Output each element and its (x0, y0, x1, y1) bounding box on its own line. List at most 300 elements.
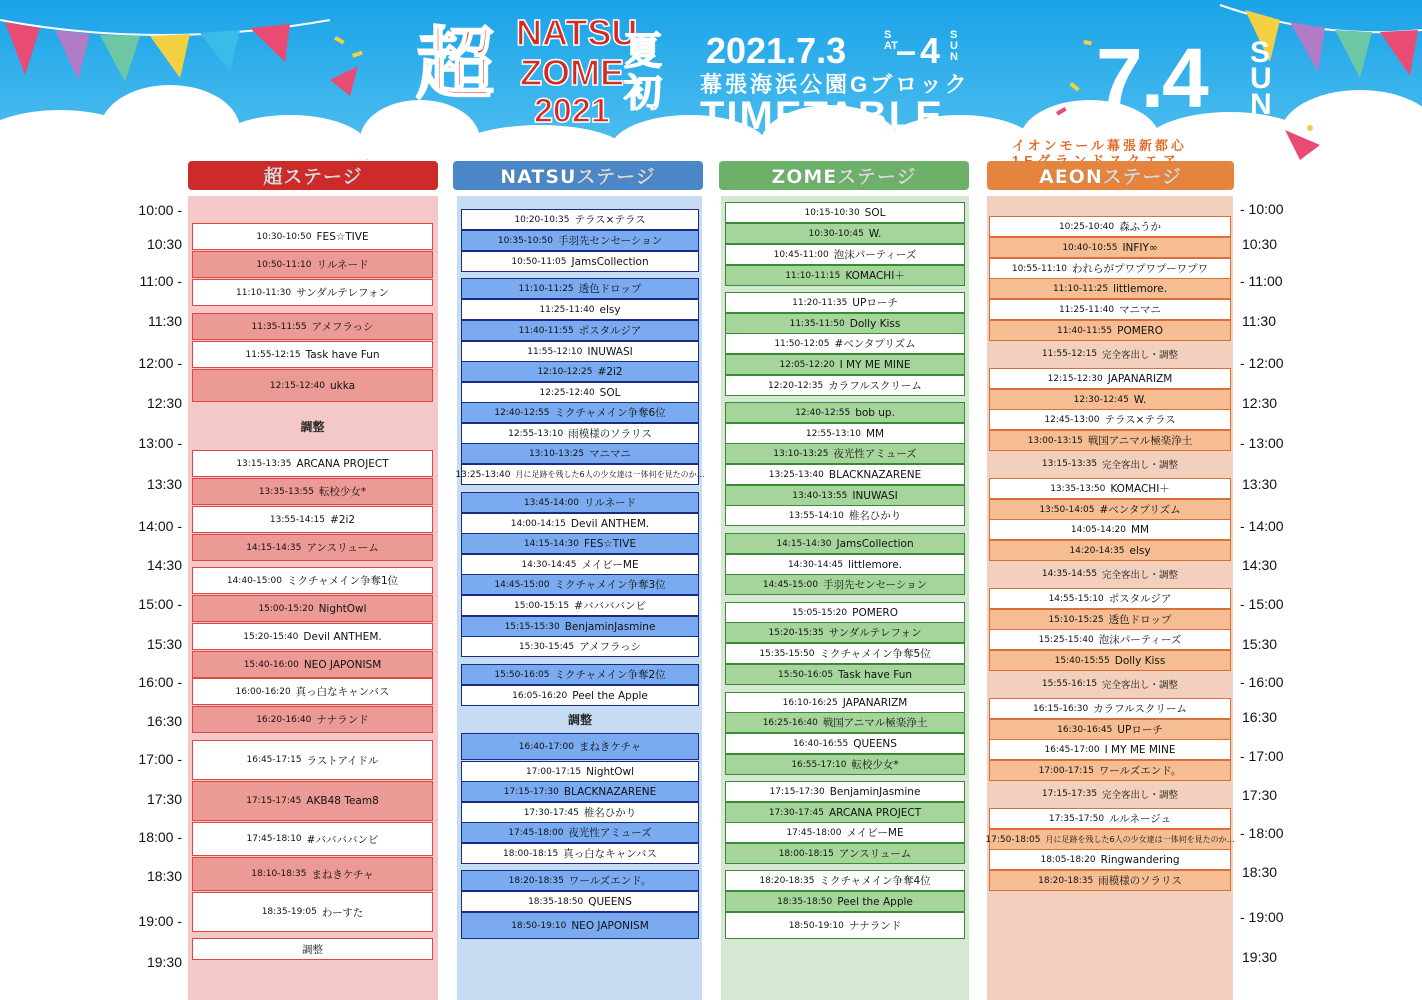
slot-time: 14:15-14:30 (523, 538, 580, 549)
event-date-start: 2021.7.3 (706, 30, 847, 71)
slot-time: 18:50-19:10 (511, 920, 567, 931)
logo-zome: ZOME (520, 52, 624, 93)
slot-artist: I MY ME MINE (839, 358, 911, 371)
slot-artist: INFIY∞ (1122, 241, 1158, 254)
performance-slot (725, 423, 965, 444)
performance-slot (989, 258, 1231, 279)
slot-artist: 月に足跡を残した6人の少女達は一体何を見たのか… (515, 470, 705, 479)
slot-artist: QUEENS (853, 737, 897, 750)
slot-time: 14:15-14:30 (776, 538, 832, 549)
slot-artist: elsy (1129, 544, 1151, 557)
performance-slot (989, 499, 1231, 520)
slot-artist: I MY ME MINE (1104, 743, 1176, 756)
slot-time: 18:35-18:50 (528, 896, 584, 907)
slot-artist: ミクチャメイン争奪5位 (819, 648, 931, 660)
slot-time: 18:50-19:10 (788, 920, 844, 931)
performance-slot (461, 822, 699, 843)
slot-time: 15:20-15:35 (768, 627, 824, 638)
slot-artist: ポスタルジア (1108, 593, 1172, 605)
slot-artist: ナナランド (848, 920, 902, 932)
slot-artist: ナナランド (316, 714, 369, 726)
aeon-venue-line1: イオンモール幕張新都心 (1012, 138, 1187, 153)
performance-slot (725, 244, 965, 265)
slot-time: 17:30-17:45 (768, 807, 824, 818)
stage-header: ZOMEステージ (719, 161, 969, 190)
slot-artist: まねきケチャ (311, 868, 374, 881)
slot-artist: W. (868, 227, 882, 240)
slot-artist: AKB48 Team8 (306, 795, 379, 807)
slot-time: 14:00-14:15 (510, 518, 566, 529)
event-date-dash: – (896, 30, 917, 71)
slot-time: 13:10-13:25 (528, 448, 585, 459)
slot-time: 13:55-14:15 (269, 514, 326, 525)
performance-slot (725, 733, 965, 754)
slot-artist: サンダルテレフォン (828, 627, 922, 639)
slot-artist: Peel the Apple (572, 689, 648, 702)
slot-artist: W. (1133, 393, 1147, 406)
slot-time: 18:00-18:15 (778, 848, 834, 859)
logo-side: 夏初 (624, 28, 663, 115)
performance-slot (192, 251, 433, 278)
slot-artist: 転校少女* (318, 486, 367, 498)
performance-slot (461, 423, 699, 444)
slot-artist: NEO JAPONISM (571, 919, 649, 932)
performance-slot (461, 230, 699, 251)
slot-artist: ukka (330, 379, 356, 392)
venue: 幕張海浜公園Gブロック (700, 72, 970, 97)
slot-artist: 戦国アニマル極楽浄土 (1087, 435, 1193, 447)
time-label: 17:30 (1242, 787, 1278, 803)
performance-slot (725, 333, 965, 354)
slot-artist: 泡沫パーティーズ (833, 249, 917, 261)
slot-artist: #2i2 (597, 365, 623, 378)
break-slot (989, 453, 1231, 475)
day-label: SUN (1250, 36, 1272, 121)
slot-artist: アンスリューム (838, 848, 912, 860)
performance-slot (461, 533, 699, 554)
slot-time: 11:25-11:40 (539, 304, 595, 315)
time-label: 15:30 (1242, 636, 1278, 652)
slot-time: 15:40-15:55 (1054, 655, 1110, 666)
slot-time: 10:45-11:00 (773, 249, 829, 260)
slot-artist: 森ふうか (1119, 221, 1162, 233)
slot-artist: Dolly Kiss (849, 317, 901, 330)
performance-slot (192, 595, 433, 622)
slot-artist: 雨模様のソラリス (1098, 875, 1182, 887)
slot-time: 11:40-11:55 (518, 325, 574, 336)
performance-slot (989, 540, 1231, 561)
slot-artist: FES☆TIVE (316, 230, 369, 243)
slot-time: 11:50-12:05 (774, 338, 830, 349)
slot-time: 18:35-18:50 (777, 896, 833, 907)
slot-time: 11:40-11:55 (1057, 325, 1113, 336)
slot-artist: MM (866, 427, 885, 440)
slot-time: 17:45-18:00 (508, 827, 564, 838)
slot-time: 17:35-17:50 (1048, 813, 1105, 824)
performance-slot (725, 891, 965, 912)
time-label: 12:30 (146, 395, 182, 411)
time-label: 18:30 (1242, 864, 1278, 880)
slot-artist: ARCANA PROJECT (296, 457, 389, 470)
performance-slot (192, 313, 433, 340)
performance-slot (461, 802, 699, 823)
time-label: 16:30 (146, 713, 182, 729)
performance-slot (989, 849, 1231, 870)
slot-time: 11:10-11:15 (785, 270, 841, 281)
time-label: 10:30 (146, 236, 182, 252)
performance-slot (461, 341, 699, 362)
performance-slot (725, 485, 965, 506)
slot-artist: BLACKNAZARENE (828, 468, 922, 481)
slot-artist: littlemore. (848, 558, 903, 571)
slot-time: 15:15-15:30 (504, 621, 560, 632)
slot-artist: littlemore. (1113, 282, 1168, 295)
performance-slot (461, 574, 699, 595)
adjustment-label: 調整 (300, 419, 325, 434)
performance-slot (989, 368, 1231, 389)
performance-slot (461, 382, 699, 403)
slot-time: 10:50-11:10 (256, 259, 312, 270)
slot-time: 15:00-15:15 (514, 600, 570, 611)
stage-header: AEONステージ (987, 161, 1234, 190)
slot-artist: ポスタルジア (578, 325, 642, 337)
time-label: 14:00 - (138, 518, 182, 534)
time-label: - 11:00 (1240, 273, 1283, 289)
slot-time: 16:45-17:15 (246, 755, 302, 765)
time-label: - 12:00 (1240, 355, 1284, 371)
performance-slot (989, 719, 1231, 740)
slot-artist: ルルネージュ (1109, 813, 1172, 825)
slot-time: 13:15-13:35 (1041, 459, 1098, 469)
slot-artist: アメフラっシ (579, 641, 642, 653)
performance-slot (725, 622, 965, 643)
slot-artist: アンスリューム (306, 542, 379, 554)
time-label: 19:30 (1242, 949, 1278, 965)
performance-slot (725, 375, 965, 396)
performance-slot (989, 389, 1231, 410)
slot-artist: INUWASI (587, 345, 633, 358)
performance-slot (461, 891, 699, 912)
slot-artist: NightOwl (318, 602, 367, 615)
time-label: - 13:00 (1240, 435, 1284, 451)
performance-slot (989, 278, 1231, 299)
slot-time: 13:25-13:40 (768, 469, 824, 480)
slot-time: 15:00-15:20 (258, 603, 314, 614)
slot-artist: 透色ドロップ (578, 283, 642, 295)
header-banner (0, 0, 1422, 170)
performance-slot (725, 602, 965, 623)
slot-artist: KOMACHI＋ (1110, 483, 1170, 495)
performance-slot (461, 513, 699, 534)
slot-time: 12:55-13:10 (508, 428, 564, 439)
time-label: - 10:00 (1240, 201, 1284, 217)
slot-time: 13:50-14:05 (1039, 504, 1095, 515)
slot-artist: 完全客出し・調整 (1102, 460, 1179, 471)
slot-artist: 完全客出し・調整 (1102, 790, 1179, 801)
performance-slot (725, 505, 965, 526)
slot-artist: 戦国アニマル極楽浄土 (822, 717, 928, 729)
slot-artist: QUEENS (588, 895, 632, 908)
adjustment-label: 調整 (567, 712, 592, 727)
slot-artist: Task have Fun (838, 668, 912, 681)
performance-slot (989, 409, 1231, 430)
performance-slot (192, 369, 433, 402)
performance-slot (725, 802, 965, 823)
performance-slot (725, 754, 965, 775)
slot-time: 16:40-16:55 (793, 738, 849, 749)
slot-time: 13:25-13:40 (455, 469, 511, 480)
slot-time: 13:10-13:25 (773, 448, 829, 459)
slot-time: 12:55-13:10 (805, 428, 861, 439)
time-label: 14:30 (146, 557, 182, 573)
slot-artist: 手羽先センセーション (822, 579, 928, 591)
performance-slot (461, 554, 699, 575)
performance-slot (989, 478, 1231, 499)
slot-time: 16:40-17:00 (518, 741, 574, 752)
time-label: 15:30 (146, 636, 182, 652)
time-label: 18:30 (146, 868, 182, 884)
slot-artist: NightOwl (586, 765, 635, 778)
performance-slot (192, 279, 433, 306)
slot-artist: わーすた (321, 906, 364, 919)
slot-artist: ラストアイドル (306, 754, 379, 767)
slot-time: 18:05-18:20 (1040, 854, 1096, 865)
slot-time: 12:40-12:55 (795, 407, 851, 418)
slot-time: 18:20-18:35 (508, 875, 564, 886)
time-label: 10:30 (1242, 236, 1278, 252)
slot-time: 17:45-18:00 (786, 827, 842, 838)
performance-slot (461, 443, 699, 464)
performance-slot (989, 650, 1231, 671)
slot-time: 15:35-15:50 (759, 648, 815, 659)
stage-header: NATSUステージ (453, 161, 703, 190)
slot-time: 10:30-10:50 (256, 231, 312, 242)
slot-artist: UPローチ (1117, 724, 1163, 736)
slot-artist: Task have Fun (305, 348, 380, 361)
performance-slot (725, 533, 965, 554)
performance-slot (725, 292, 965, 313)
slot-time: 16:55-17:10 (791, 759, 847, 770)
performance-slot (461, 402, 699, 423)
slot-artist: INUWASI (852, 489, 898, 502)
slot-time: 12:25-12:40 (539, 387, 595, 398)
slot-artist: 真っ白なキャンバス (563, 848, 657, 860)
slot-time: 17:00-17:15 (525, 766, 582, 777)
slot-artist: 椎名ひかり (848, 510, 902, 522)
slot-time: 14:30-14:45 (787, 559, 844, 570)
time-label: 16:00 - (138, 674, 182, 690)
performance-slot (192, 857, 433, 891)
break-slot (989, 783, 1231, 805)
slot-artist: 完全客出し・調整 (1102, 570, 1179, 581)
slot-artist: 夜光性アミューズ (568, 827, 652, 839)
slot-artist: #2i2 (330, 513, 356, 526)
slot-time: 16:30-16:45 (1057, 724, 1113, 735)
slot-time: 10:25-10:40 (1058, 221, 1115, 232)
slot-artist: ミクチャメイン争奪4位 (819, 875, 931, 887)
slot-artist: Peel the Apple (837, 895, 913, 908)
time-label: 13:30 (146, 476, 182, 492)
performance-slot (725, 554, 965, 575)
performance-slot (985, 829, 1235, 850)
performance-slot (725, 664, 965, 685)
performance-slot (192, 478, 433, 505)
slot-time: 13:00-13:15 (1027, 435, 1083, 446)
time-label: 16:30 (1242, 709, 1278, 725)
performance-slot (989, 739, 1231, 760)
slot-artist: アメフラっシ (311, 321, 374, 333)
slot-time: 10:40-10:55 (1062, 242, 1118, 253)
performance-slot (725, 712, 965, 733)
slot-artist: Devil ANTHEM. (303, 630, 382, 643)
stage-header: 超ステージ (188, 161, 438, 190)
slot-time: 17:15-17:45 (246, 796, 302, 806)
slot-time: 17:15-17:35 (1041, 789, 1098, 799)
time-label: 10:00 - (138, 202, 182, 218)
slot-time: 16:05-16:20 (512, 690, 568, 701)
time-label: - 15:00 (1240, 596, 1284, 612)
performance-slot (461, 616, 699, 637)
slot-time: 17:15-17:30 (503, 786, 559, 797)
performance-slot (725, 692, 965, 713)
slot-time: 15:50-16:05 (494, 669, 550, 680)
slot-artist: 調整 (302, 943, 323, 956)
performance-slot (192, 450, 433, 477)
time-label: 11:00 - (139, 273, 182, 289)
slot-time: 14:05-14:20 (1070, 524, 1126, 535)
slot-artist: 転校少女* (851, 759, 899, 771)
performance-slot (192, 938, 433, 960)
slot-time: 11:55-12:15 (245, 349, 301, 360)
slot-time: 11:35-11:50 (789, 318, 845, 329)
performance-slot (725, 574, 965, 595)
time-label: - 16:00 (1240, 674, 1284, 690)
slot-time: 11:10-11:25 (1052, 283, 1109, 294)
event-date (706, 30, 846, 72)
performance-slot (461, 251, 699, 272)
slot-time: 11:55-12:10 (527, 346, 583, 357)
slot-artist: 泡沫パーティーズ (1098, 634, 1182, 646)
slot-artist: SOL (599, 386, 621, 399)
slot-artist: サンダルテレフォン (296, 287, 389, 299)
performance-slot (725, 870, 965, 891)
slot-artist: 手羽先センセーション (557, 235, 663, 247)
slot-artist: 椎名ひかり (583, 807, 637, 819)
performance-slot (192, 678, 433, 705)
slot-time: 14:30-14:45 (521, 559, 577, 570)
time-label: - 14:00 (1240, 518, 1284, 534)
slot-artist: elsy (599, 303, 621, 316)
slot-time: 12:20-12:35 (768, 380, 824, 391)
slot-artist: ミクチャメイン争奪2位 (554, 669, 666, 681)
slot-time: 17:00-17:15 (1038, 765, 1094, 776)
slot-time: 11:20-11:35 (792, 297, 848, 308)
performance-slot (461, 781, 699, 802)
slot-artist: BenjaminJasmine (829, 785, 921, 798)
slot-artist: マニマニ (1119, 304, 1162, 316)
performance-slot (989, 609, 1231, 630)
slot-artist: #ババババンビ (574, 600, 646, 612)
slot-artist: ワールズエンド。 (568, 875, 652, 887)
slot-artist: #ババババンビ (306, 833, 379, 846)
slot-time: 13:45-14:00 (523, 497, 579, 508)
slot-time: 10:35-10:50 (497, 235, 553, 246)
performance-slot (461, 299, 699, 320)
slot-artist: #ベンタプリズム (1099, 504, 1181, 516)
slot-artist: 真っ白なキャンバス (295, 686, 390, 698)
performance-slot (725, 223, 965, 244)
logo-cho: 超 (416, 19, 495, 110)
slot-artist: NEO JAPONISM (303, 658, 382, 671)
event-date-sun: SUN (950, 29, 958, 63)
slot-time: 13:35-13:55 (258, 486, 314, 497)
performance-slot (461, 761, 699, 782)
slot-time: 15:10-15:25 (1048, 614, 1104, 625)
slot-artist: SOL (864, 206, 886, 219)
break-slot (989, 343, 1231, 365)
slot-artist: マニマニ (589, 448, 632, 460)
performance-slot (989, 320, 1231, 341)
slot-artist: #ベンタプリズム (834, 338, 916, 350)
slot-time: 12:45-13:00 (1044, 414, 1100, 425)
slot-time: 18:20-18:35 (1038, 875, 1094, 886)
slot-time: 14:15-14:35 (246, 542, 302, 553)
performance-slot (192, 623, 433, 650)
time-label: 17:30 (146, 791, 182, 807)
time-label: 11:30 (1242, 313, 1276, 329)
day-number: 7.4 (1096, 31, 1207, 125)
slot-artist: Devil ANTHEM. (570, 517, 650, 530)
slot-artist: 月に足跡を残した6人の少女達は一体何を見たのか… (1045, 835, 1235, 844)
slot-artist: FES☆TIVE (584, 537, 637, 550)
slot-time: 15:20-15:40 (243, 631, 299, 642)
slot-time: 11:10-11:30 (236, 287, 292, 298)
slot-time: 17:45-18:10 (246, 834, 302, 844)
performance-slot (725, 781, 965, 802)
logo-natsu: NATSU (516, 12, 638, 53)
time-label: 15:00 - (138, 596, 182, 612)
performance-slot (725, 822, 965, 843)
time-label: 13:30 (1242, 476, 1278, 492)
time-label: 17:00 - (138, 751, 182, 767)
slot-time: 13:35-13:50 (1050, 483, 1106, 494)
slot-time: 16:45-17:00 (1044, 744, 1100, 755)
performance-slot (461, 492, 699, 513)
performance-slot (192, 740, 433, 780)
slot-time: 17:30-17:45 (523, 807, 579, 818)
slot-time: 15:25-15:40 (1038, 634, 1094, 645)
slot-time: 16:00-16:20 (235, 686, 291, 697)
timetable-title: TIMETABLE (700, 94, 944, 138)
slot-artist: UPローチ (852, 297, 898, 309)
slot-artist: 完全客出し・調整 (1102, 350, 1179, 361)
slot-time: 18:35-19:05 (261, 907, 317, 917)
slot-time: 17:15-17:30 (769, 786, 825, 797)
performance-slot (989, 698, 1231, 719)
slot-artist: まねきケチャ (578, 741, 642, 753)
slot-time: 16:25-16:40 (762, 717, 818, 728)
slot-time: 14:35-14:55 (1041, 569, 1098, 579)
slot-time: 11:55-12:15 (1041, 349, 1098, 359)
performance-slot (989, 237, 1231, 258)
performance-slot (989, 808, 1231, 829)
slot-artist: KOMACHI＋ (845, 270, 905, 282)
time-label: - 18:00 (1240, 825, 1284, 841)
slot-time: 18:00-18:15 (503, 848, 559, 859)
slot-artist: ミクチャメイン争奪6位 (554, 407, 666, 419)
slot-artist: POMERO (1117, 324, 1163, 337)
slot-artist: テラス×テラス (1104, 414, 1176, 426)
